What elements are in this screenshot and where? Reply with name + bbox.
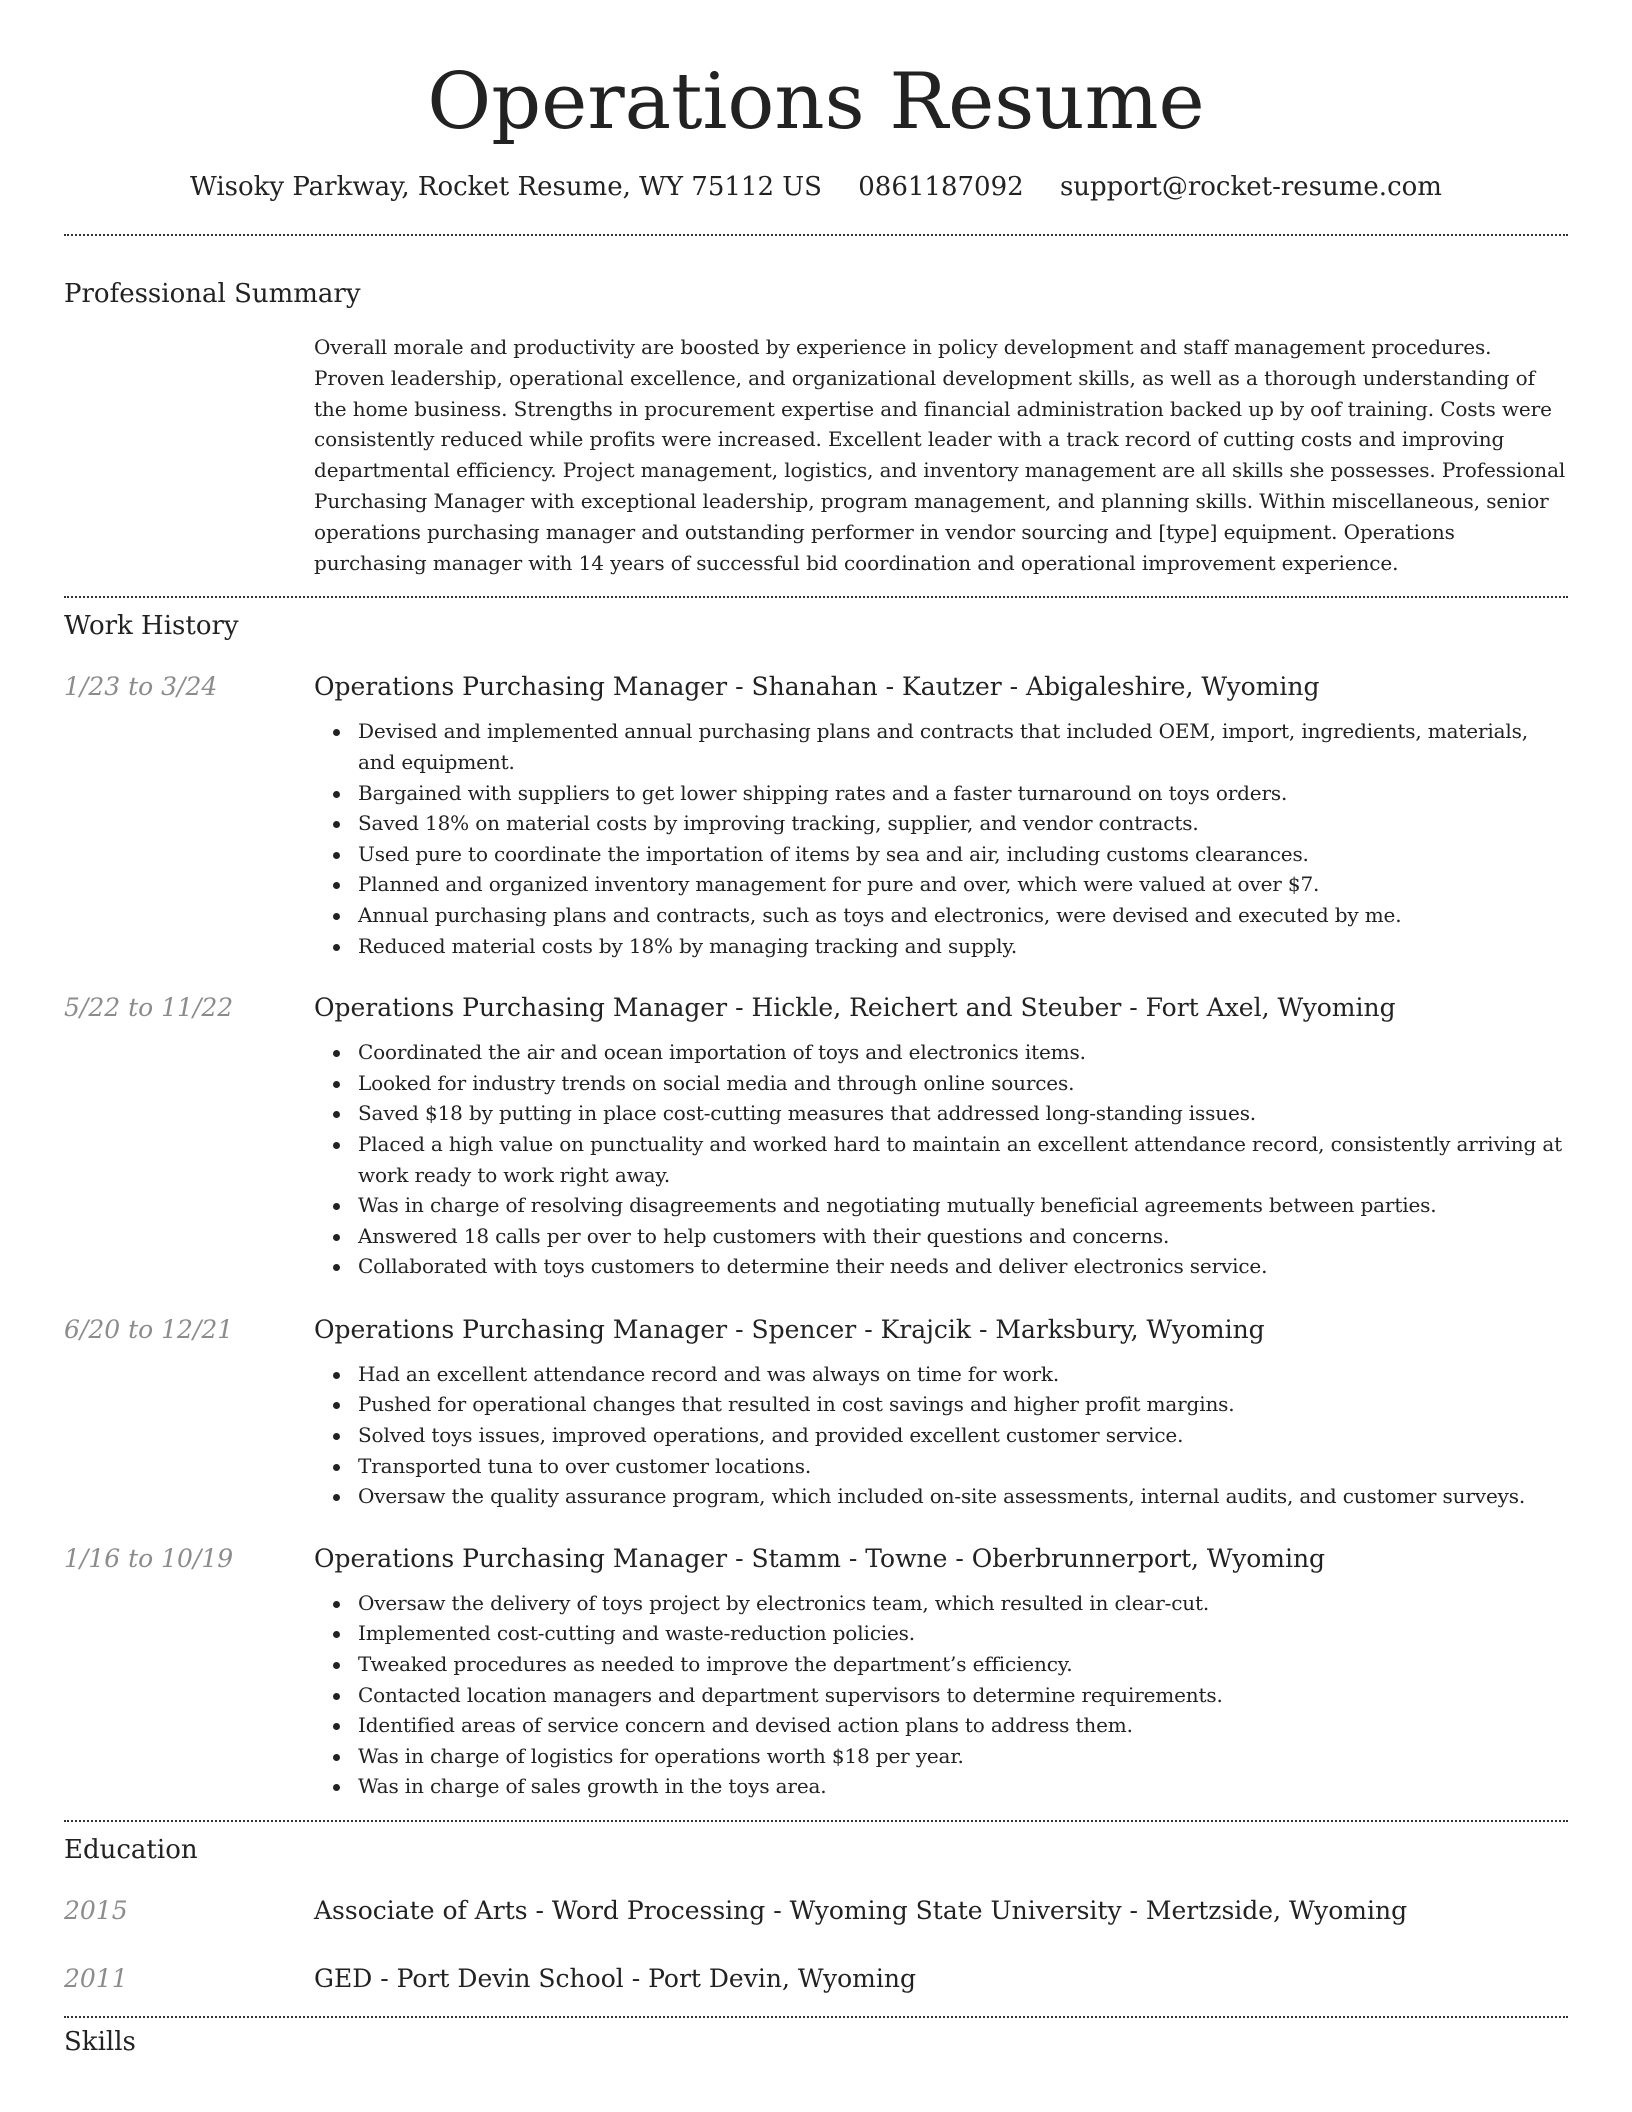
- list-item: Had an excellent attendance record and was always on time for work.: [358, 1359, 1568, 1390]
- section-divider: [64, 234, 1568, 236]
- section-divider: [64, 596, 1568, 598]
- education-heading: GED - Port Devin School - Port Devin, Wyoming: [314, 1964, 916, 1993]
- education-heading: Associate of Arts - Word Processing - Wyoming State University - Mertzside, Wyoming: [314, 1896, 1408, 1925]
- list-item: Bargained with suppliers to get lower shipping rates and a faster turnaround on toys orders.: [358, 778, 1568, 809]
- list-item: Was in charge of logistics for operations worth $18 per year.: [358, 1741, 1568, 1772]
- list-item: Identified areas of service concern and devised action plans to address them.: [358, 1710, 1568, 1741]
- list-item: Transported tuna to over customer locations.: [358, 1451, 1568, 1482]
- summary-text: Overall morale and productivity are boosted by experience in policy development and staff management procedures. Proven leadership, operational excellence, and organizational development skills, as well as a thorough understanding of the home business. Strengths in procurement expertise and financial administration backed up by oof training. Costs were consistently reduced while profits were increased. Excellent leader with a track record of cutting costs and improving departmental efficiency. Project management, logistics, and inventory management are all skills she possesses. Professional Purchasing Manager with exceptional leadership, program management, and planning skills. Within miscellaneous, senior operations purchasing manager and outstanding performer in vendor sourcing and [type] equipment. Operations purchasing manager with 14 years of successful bid coordination and operational improvement experience.: [314, 335, 1566, 575]
- list-item: Implemented cost-cutting and waste-reduction policies.: [358, 1618, 1568, 1649]
- education-entry: [64, 1894, 1568, 1928]
- work-heading: Operations Purchasing Manager - Hickle, Reichert and Steuber - Fort Axel, Wyoming: [314, 993, 1396, 1023]
- work-entry: [64, 670, 1568, 961]
- list-item: Annual purchasing plans and contracts, such as toys and electronics, were devised and executed by me.: [358, 900, 1568, 931]
- list-item: Answered 18 calls per over to help customers with their questions and concerns.: [358, 1221, 1568, 1252]
- section-title-skills: Skills: [64, 2027, 136, 2057]
- section-title-education: Education: [64, 1835, 198, 1865]
- work-entry: [64, 991, 1568, 1282]
- list-item: Saved $18 by putting in place cost-cutting measures that addressed long-standing issues.: [358, 1098, 1568, 1129]
- contact-line: [64, 170, 1568, 204]
- resume-page: [64, 0, 1568, 2058]
- contact-phone: 0861187092: [858, 172, 1024, 202]
- work-dates: 6/20 to 12/21: [64, 1314, 234, 1344]
- list-item: Oversaw the quality assurance program, which included on-site assessments, internal audits, and customer surveys.: [358, 1481, 1568, 1512]
- list-item: Coordinated the air and ocean importation of toys and electronics items.: [358, 1037, 1568, 1068]
- contact-address: Wisoky Parkway, Rocket Resume, WY 75112 US: [190, 172, 822, 202]
- list-item: Solved toys issues, improved operations, and provided excellent customer service.: [358, 1420, 1568, 1451]
- list-item: Was in charge of resolving disagreements and negotiating mutually beneficial agreements between parties.: [358, 1190, 1568, 1221]
- list-item: Placed a high value on punctuality and worked hard to maintain an excellent attendance record, consistently arriving at work ready to work right away.: [358, 1129, 1568, 1190]
- education-entry: [64, 1962, 1568, 1996]
- work-bullet-list: [314, 1588, 1568, 1802]
- list-item: Planned and organized inventory management for pure and over, which were valued at over $7.: [358, 869, 1568, 900]
- list-item: Looked for industry trends on social media and through online sources.: [358, 1068, 1568, 1099]
- list-item: Was in charge of sales growth in the toys area.: [358, 1771, 1568, 1802]
- section-title-summary: Professional Summary: [64, 279, 361, 309]
- work-dates: 5/22 to 11/22: [64, 993, 234, 1023]
- section-divider: [64, 2016, 1568, 2018]
- work-bullet-list: [314, 1359, 1568, 1512]
- work-heading: Operations Purchasing Manager - Stamm - Towne - Oberbrunnerport, Wyoming: [314, 1543, 1326, 1573]
- work-entry: [64, 1542, 1568, 1802]
- work-bullet-list: [314, 716, 1568, 961]
- work-dates: 1/23 to 3/24: [64, 672, 218, 702]
- list-item: Tweaked procedures as needed to improve the department’s efficiency.: [358, 1649, 1568, 1680]
- list-item: Contacted location managers and department supervisors to determine requirements.: [358, 1680, 1568, 1711]
- section-title-work-history: Work History: [64, 611, 239, 642]
- work-entry: [64, 1313, 1568, 1512]
- list-item: Devised and implemented annual purchasing plans and contracts that included OEM, import, ingredients, materials, and equipment.: [358, 716, 1568, 777]
- list-item: Collaborated with toys customers to determine their needs and deliver electronics service.: [358, 1251, 1568, 1282]
- list-item: Saved 18% on material costs by improving tracking, supplier, and vendor contracts.: [358, 808, 1568, 839]
- contact-email: support@rocket-resume.com: [1059, 172, 1442, 202]
- resume-title: Operations Resume: [427, 57, 1205, 147]
- list-item: Oversaw the delivery of toys project by electronics team, which resulted in clear-cut.: [358, 1588, 1568, 1619]
- work-heading: Operations Purchasing Manager - Shanahan - Kautzer - Abigaleshire, Wyoming: [314, 672, 1320, 702]
- work-bullet-list: [314, 1037, 1568, 1282]
- education-year: 2011: [64, 1964, 128, 1993]
- work-heading: Operations Purchasing Manager - Spencer - Krajcik - Marksbury, Wyoming: [314, 1314, 1265, 1344]
- section-divider: [64, 1820, 1568, 1822]
- work-dates: 1/16 to 10/19: [64, 1543, 234, 1573]
- list-item: Reduced material costs by 18% by managing tracking and supply.: [358, 931, 1568, 962]
- list-item: Pushed for operational changes that resulted in cost savings and higher profit margins.: [358, 1389, 1568, 1420]
- education-year: 2015: [64, 1896, 128, 1925]
- list-item: Used pure to coordinate the importation of items by sea and air, including customs clearances.: [358, 839, 1568, 870]
